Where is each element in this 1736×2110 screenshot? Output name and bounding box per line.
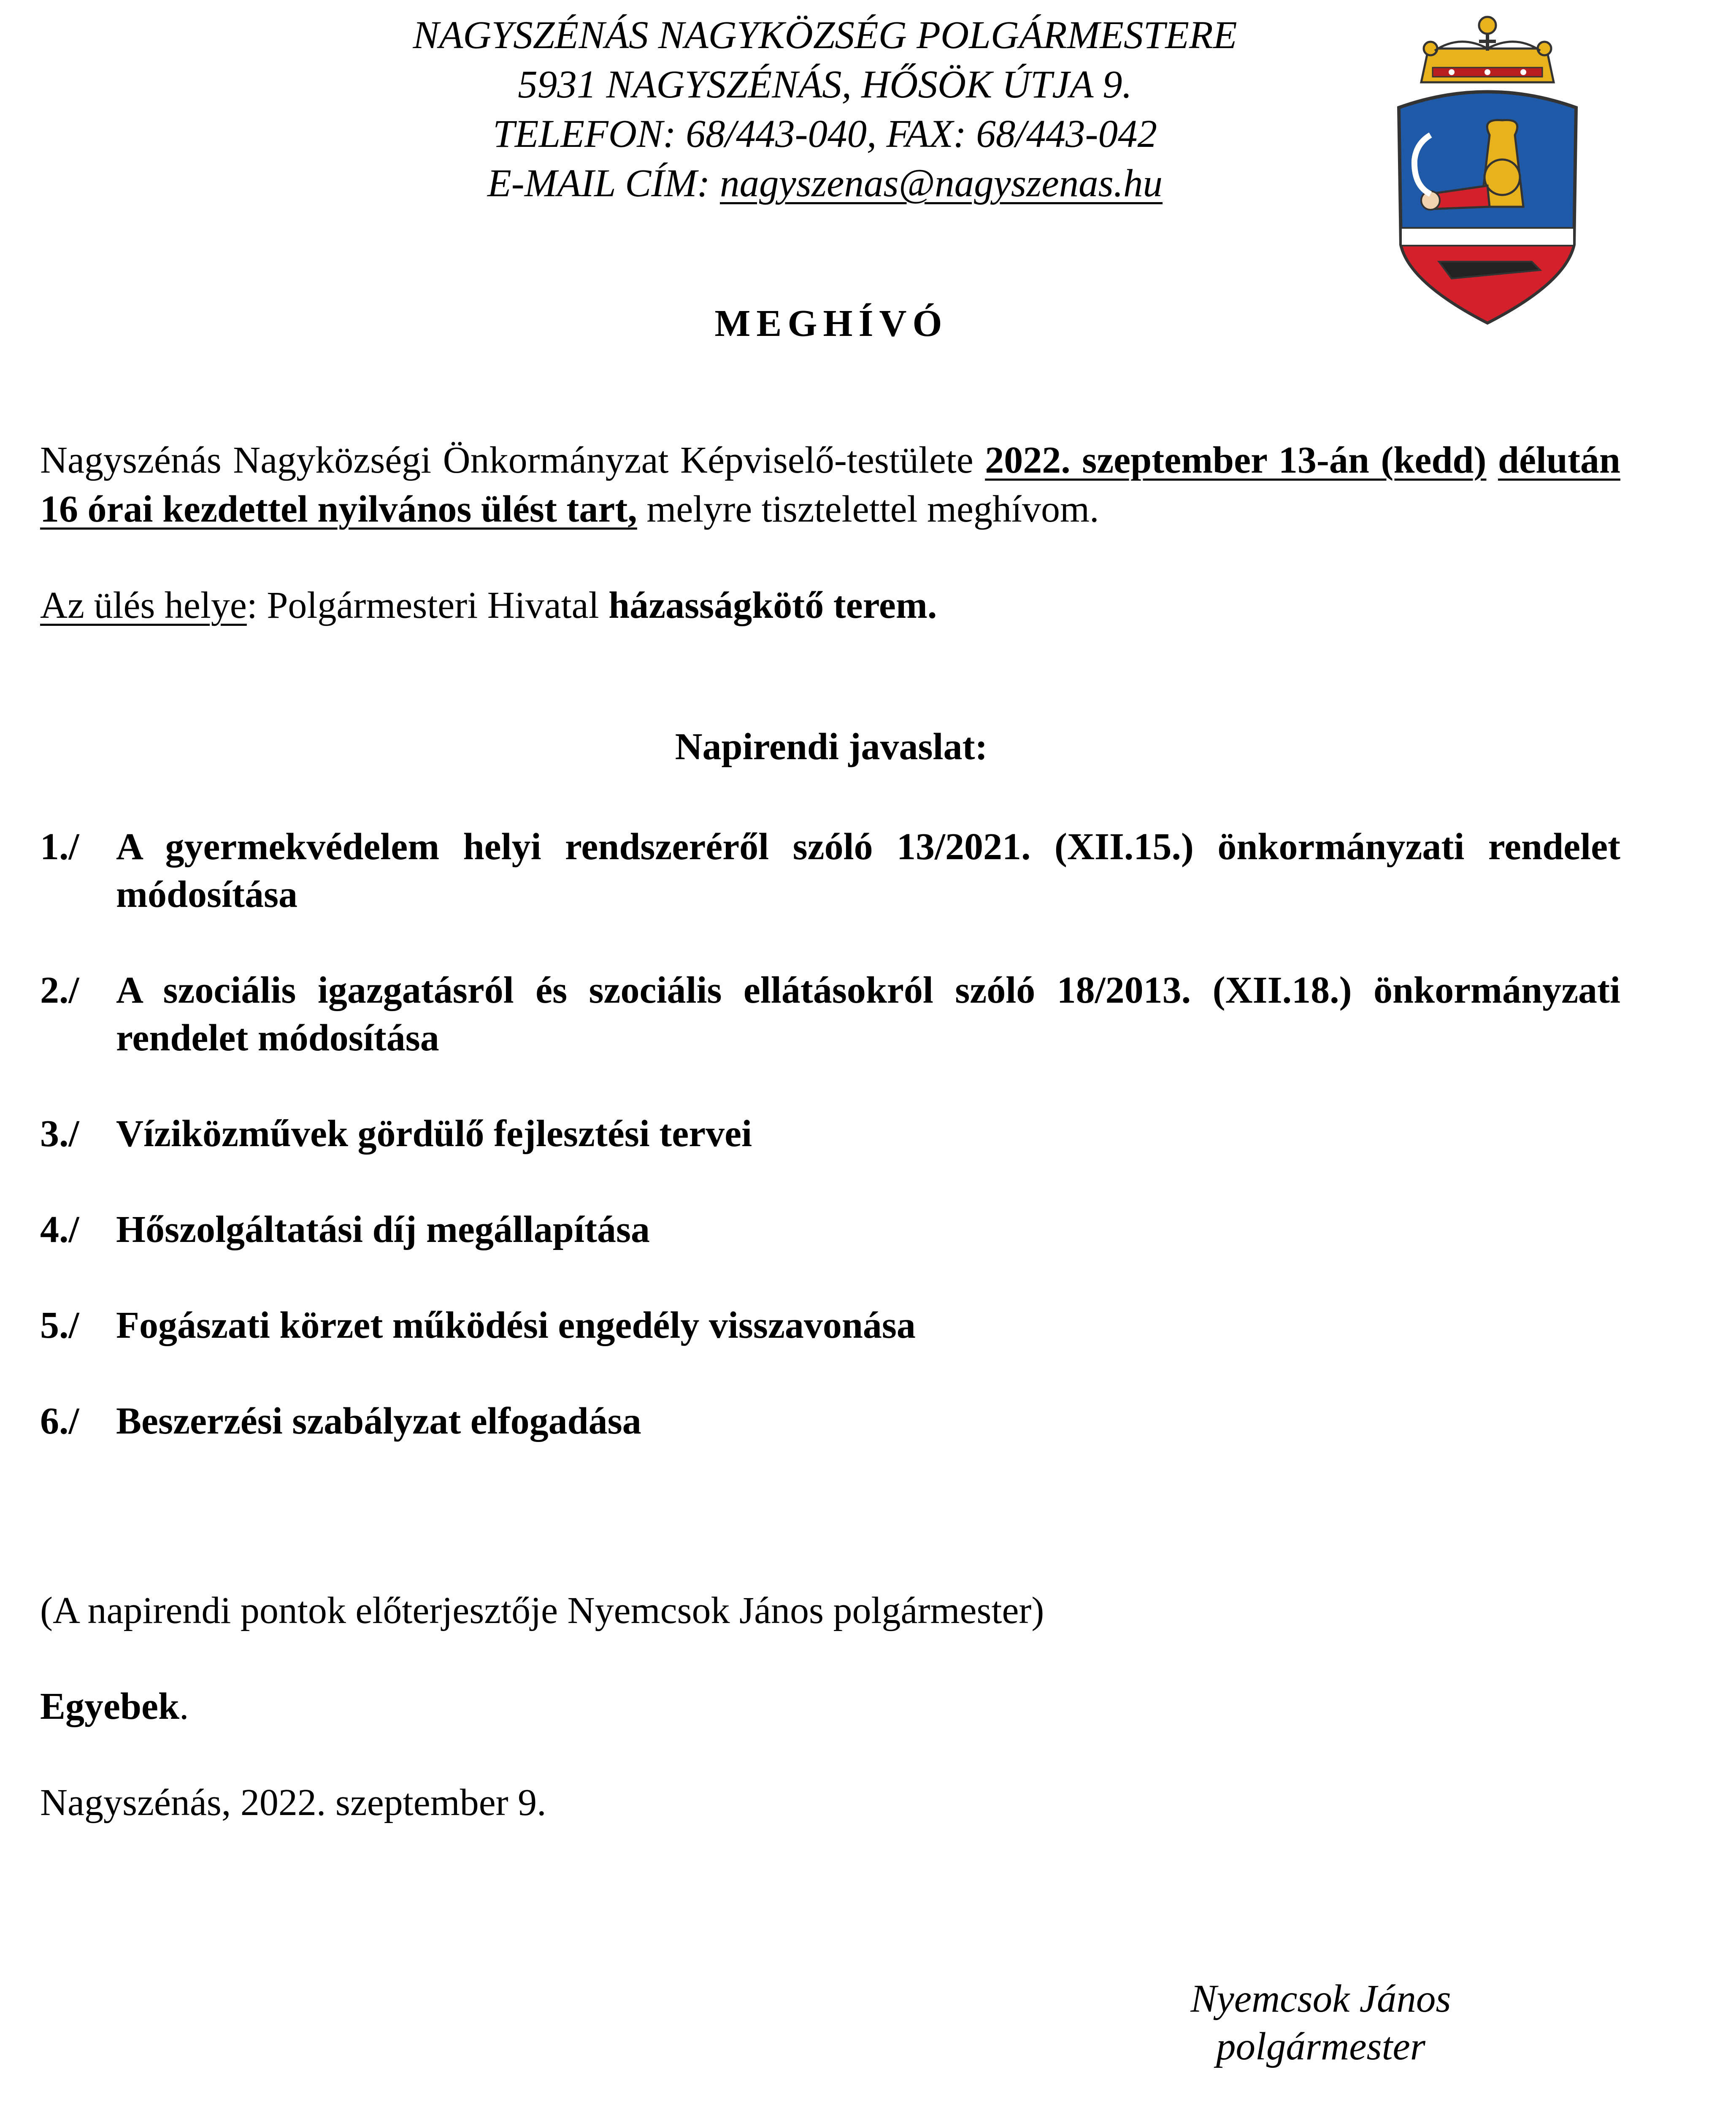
venue-room: házasságkötő terem.	[608, 584, 937, 626]
venue-place: Polgármesteri Hivatal	[267, 584, 609, 626]
email-label: E-MAIL CÍM:	[487, 162, 720, 205]
signatory-name: Nyemcsok János	[1190, 1977, 1451, 2021]
letterhead-email-line	[177, 159, 1473, 208]
signature-block	[1173, 1975, 1468, 2070]
agenda-item	[40, 823, 1620, 918]
agenda-item-number: 6./	[40, 1400, 79, 1442]
place-date: Nagyszénás, 2022. szeptember 9.	[40, 1782, 546, 1823]
other-items	[40, 1685, 189, 1728]
agenda-item-text: Beszerzési szabályzat elfogadása	[116, 1400, 641, 1442]
invitation-text-2: melyre tisztelettel meghívom.	[637, 488, 1099, 530]
invitation-paragraph	[40, 436, 1620, 534]
agenda-item-text: A gyermekvédelem helyi rendszeréről szóló 13/2021. (XII.15.) önkormányzati rendelet módosítása	[116, 826, 1620, 915]
agenda-item	[40, 1110, 1620, 1158]
agenda-item-number: 3./	[40, 1113, 79, 1155]
agenda-item	[40, 1397, 1620, 1445]
meeting-date: 2022. szeptember 13-án (kedd)	[985, 439, 1487, 481]
venue-label: Az ülés helye	[40, 584, 247, 626]
other-label: Egyebek	[40, 1685, 180, 1727]
agenda-item	[40, 1206, 1620, 1253]
agenda-item-text: Hőszolgáltatási díj megállapítása	[116, 1209, 650, 1250]
agenda-item-number: 2./	[40, 969, 79, 1011]
letterhead-address: 5931 NAGYSZÉNÁS, HŐSÖK ÚTJA 9.	[518, 63, 1132, 106]
signatory-title: polgármester	[1216, 2025, 1425, 2068]
email-link[interactable]: nagyszenas@nagyszenas.hu	[719, 162, 1163, 205]
agenda-item	[40, 966, 1620, 1062]
agenda-item-number: 1./	[40, 826, 79, 868]
coat-of-arms-icon	[1388, 8, 1587, 329]
meeting-time: délután 16 órai kezdettel nyilvános ülést tart,	[40, 439, 1620, 530]
presenter-note: (A napirendi pontok előterjesztője Nyemcsok János polgármester)	[40, 1590, 1044, 1631]
letterhead-title: NAGYSZÉNÁS NAGYKÖZSÉG POLGÁRMESTERE	[413, 14, 1237, 57]
venue-line	[40, 581, 1620, 630]
agenda-item-text: Fogászati körzet működési engedély visszavonása	[116, 1304, 916, 1346]
invitation-text-1: Nagyszénás Nagyközségi Önkormányzat Képviselő-testülete	[40, 439, 985, 481]
agenda-item	[40, 1301, 1620, 1349]
agenda-item-number: 5./	[40, 1304, 79, 1346]
agenda-title: Napirendi javaslat:	[675, 726, 988, 768]
venue-colon: :	[246, 584, 267, 626]
letterhead-phone-fax: TELEFON: 68/443-040, FAX: 68/443-042	[492, 112, 1157, 156]
crown-icon	[1421, 17, 1554, 82]
other-dot: .	[179, 1685, 189, 1727]
document-title: MEGHÍVÓ	[714, 303, 948, 344]
agenda-item-text: Víziközművek gördülő fejlesztési tervei	[116, 1113, 752, 1155]
agenda-item-number: 4./	[40, 1209, 79, 1250]
letterhead	[177, 11, 1473, 208]
agenda-item-text: A szociális igazgatásról és szociális ellátásokról szóló 18/2013. (XII.18.) önkormányzati rendelet módosítása	[116, 969, 1620, 1059]
